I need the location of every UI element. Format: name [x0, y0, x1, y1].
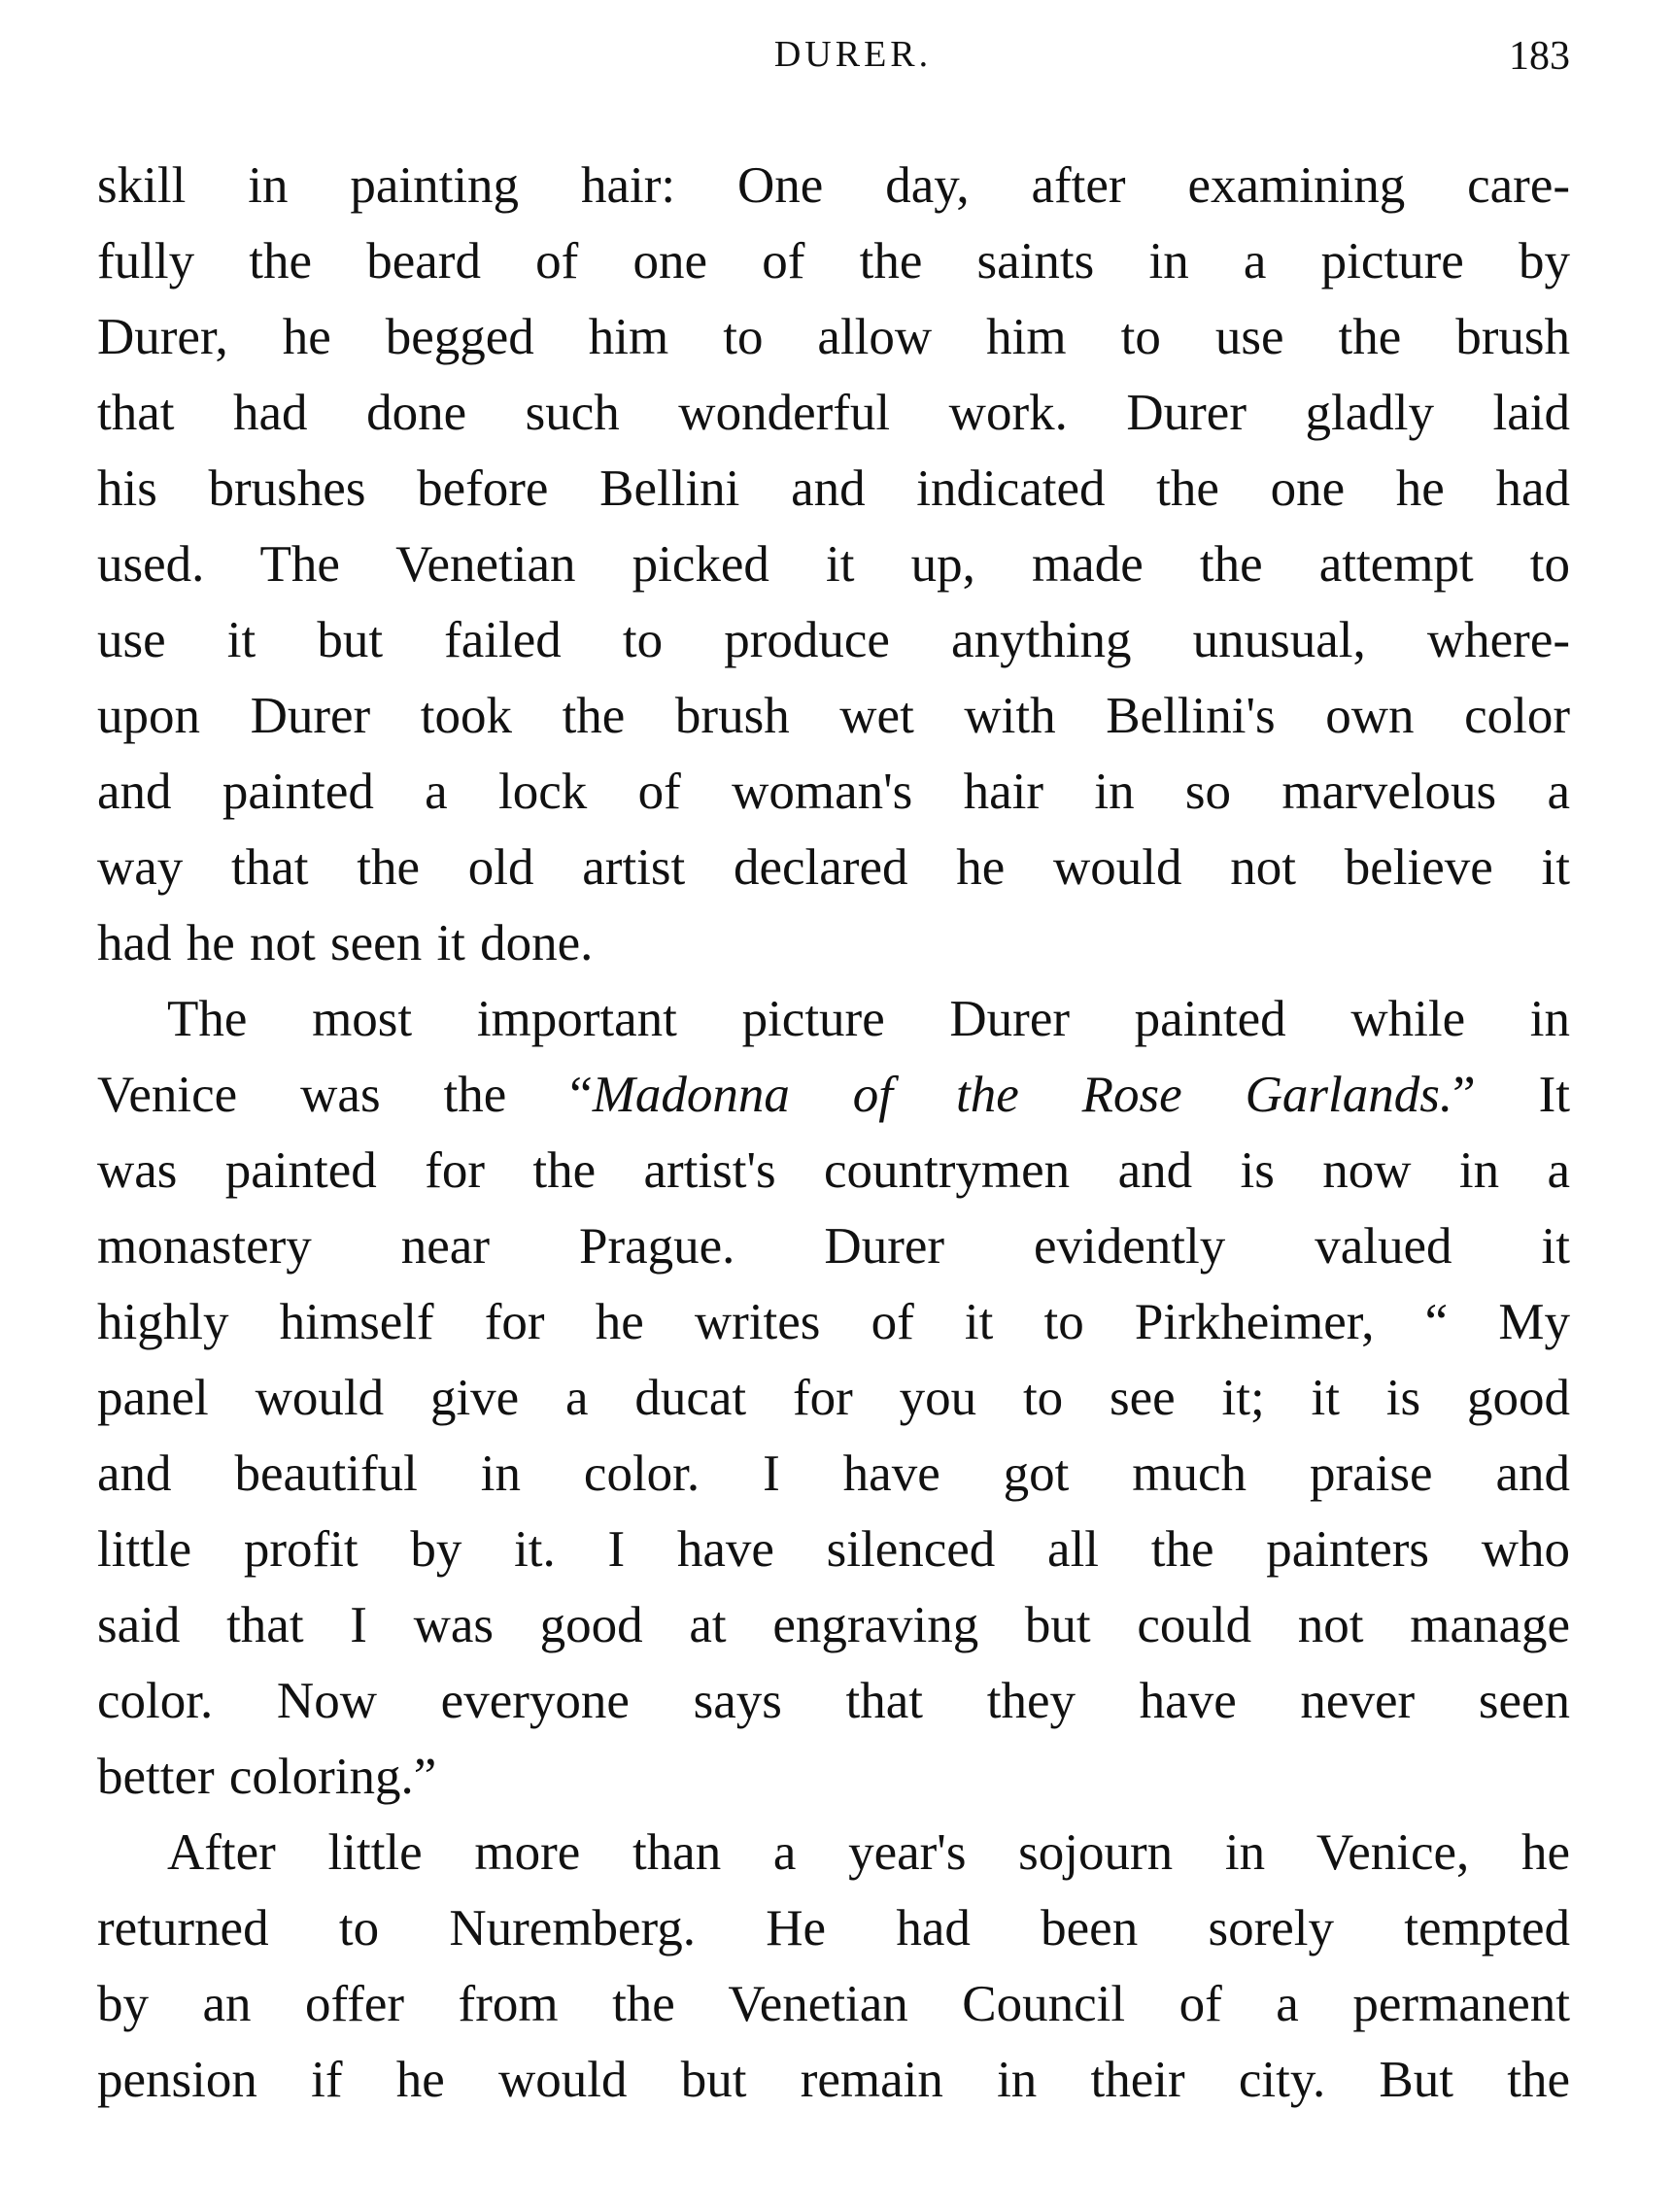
body-text: [97, 148, 1570, 2118]
text-line: use it but failed to produce anything unusual, where-: [97, 612, 1570, 668]
text-line: by an offer from the Venetian Council of a permanent: [97, 1976, 1570, 2032]
painting-title: Madonna of the Rose Garlands.: [592, 1067, 1453, 1123]
text-line: monastery near Prague. Durer evidently valued it: [97, 1218, 1570, 1275]
text-line: was painted for the artist's countrymen and is now in a: [97, 1142, 1570, 1199]
text-line: panel would give a ducat for you to see it; it is good: [97, 1370, 1570, 1426]
text-line: skill in painting hair: One day, after examining care-: [97, 157, 1570, 214]
text-line: his brushes before Bellini and indicated the one he had: [97, 460, 1570, 517]
text-fragment: Venice was the “: [97, 1067, 593, 1123]
text-line: upon Durer took the brush wet with Bellini's own color: [97, 688, 1570, 744]
text-line-with-title: [97, 1057, 1570, 1133]
text-line: returned to Nuremberg. He had been sorely tempted: [97, 1900, 1570, 1957]
text-line: pension if he would but remain in their city. But the: [97, 2052, 1570, 2108]
text-line: fully the beard of one of the saints in a picture by: [97, 233, 1570, 289]
text-line: and painted a lock of woman's hair in so marvelous a: [97, 764, 1570, 820]
text-line: Durer, he begged him to allow him to use the brush: [97, 309, 1570, 365]
text-line: used. The Venetian picked it up, made the attempt to: [97, 536, 1570, 593]
text-line: way that the old artist declared he would not believe it: [97, 839, 1570, 896]
text-line: highly himself for he writes of it to Pirkheimer, “ My: [97, 1294, 1570, 1350]
page-number: 183: [1509, 34, 1570, 79]
text-line: better coloring.”: [97, 1749, 437, 1805]
text-line: little profit by it. I have silenced all the painters who: [97, 1521, 1570, 1578]
text-line: that had done such wonderful work. Durer gladly laid: [97, 385, 1570, 441]
text-line: color. Now everyone says that they have never seen: [97, 1673, 1570, 1729]
text-line: The most important picture Durer painted while in: [167, 991, 1570, 1047]
running-title: DURER.: [773, 34, 933, 75]
text-fragment: ” It: [1452, 1067, 1570, 1123]
running-head: [97, 33, 1570, 91]
text-line: and beautiful in color. I have got much praise and: [97, 1446, 1570, 1502]
text-line: had he not seen it done.: [97, 915, 594, 971]
text-line: said that I was good at engraving but could not manage: [97, 1597, 1570, 1653]
text-line: After little more than a year's sojourn in Venice, he: [167, 1824, 1570, 1881]
